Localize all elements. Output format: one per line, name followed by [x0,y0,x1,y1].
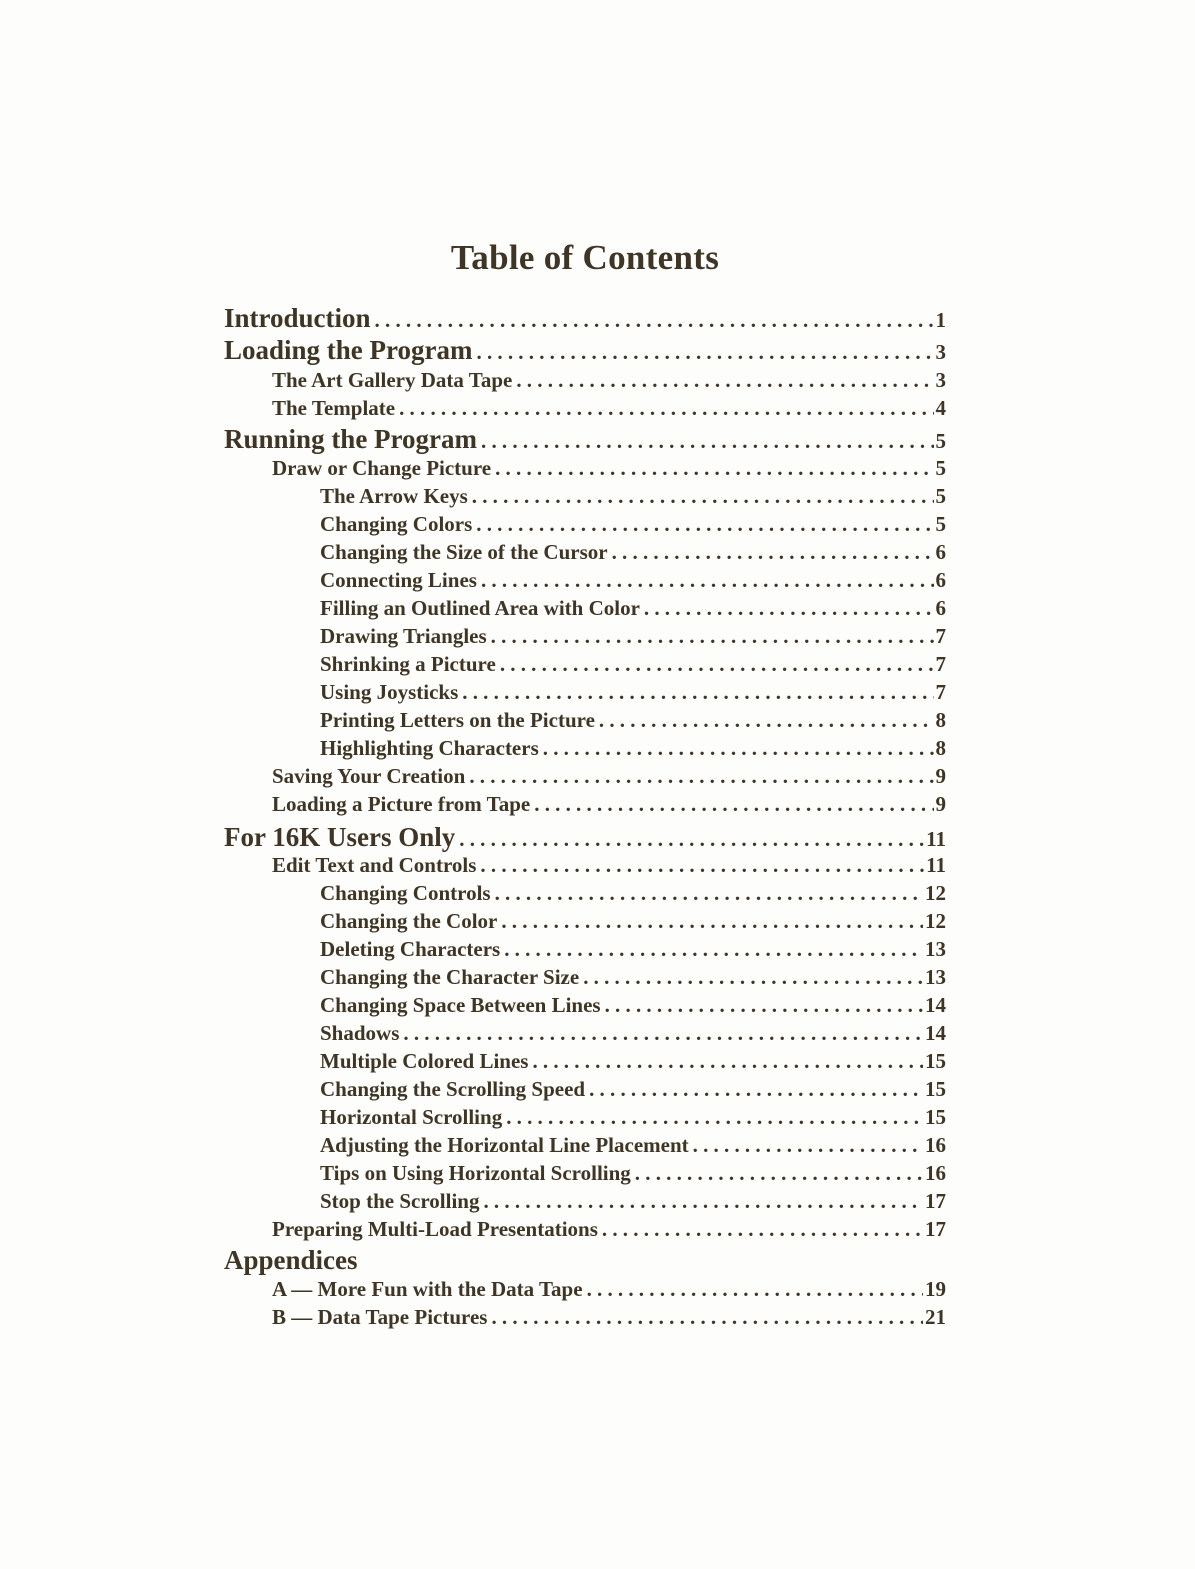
toc-entry-connecting-lines [320,568,946,593]
dot-leader [583,965,923,990]
toc-heading-appendices: Appendices [224,1245,358,1275]
dot-leader [459,827,924,852]
dot-leader [589,1077,923,1102]
toc-page-number: 12 [925,881,946,905]
toc-entry-label: The Art Gallery Data Tape [272,368,513,392]
dot-leader [480,853,924,878]
toc-entry-label: Changing the Color [320,909,498,933]
toc-entry-changing-the-color [320,909,946,934]
toc-entry-label: Shrinking a Picture [320,652,496,676]
toc-entry-introduction [224,303,946,334]
toc-entry-label: The Arrow Keys [320,484,468,508]
dot-leader [543,736,934,761]
toc-entry-label: Preparing Multi-Load Presentations [272,1217,598,1241]
toc-entry-shrinking-a-picture [320,652,946,677]
toc-entry-label: A — More Fun with the Data Tape [272,1277,583,1301]
dot-leader [491,1305,923,1330]
toc-entry-draw-or-change-picture [272,456,946,481]
toc-page-number: 7 [935,624,946,648]
dot-leader [602,1217,923,1242]
toc-entry-label: For 16K Users Only [224,822,456,852]
dot-leader [504,937,923,962]
toc-entry-label: Loading the Program [224,335,473,365]
dot-leader [462,680,933,705]
toc-entry-for-16k-users-only [224,822,946,853]
dot-leader [693,1133,923,1158]
toc-page-number: 3 [935,368,946,392]
toc-page-number: 13 [925,937,946,961]
toc-page-number: 3 [935,340,946,364]
toc-entry-changing-cursor-size [320,540,946,565]
toc-page-number: 5 [935,512,946,536]
toc-entry-the-template [272,396,946,421]
toc-entry-label: Loading a Picture from Tape [272,792,531,816]
toc-entry-highlighting-characters [320,736,946,761]
toc-page-number: 8 [935,736,946,760]
toc-entry-label: Connecting Lines [320,568,477,592]
toc-entry-label: Edit Text and Controls [272,853,477,877]
toc-page-number: 6 [935,568,946,592]
toc-entry-changing-controls [320,881,946,906]
toc-entry-label: Deleting Characters [320,937,501,961]
toc-entry-filling-outlined-area [320,596,946,621]
toc-entry-changing-colors [320,512,946,537]
dot-leader [644,596,934,621]
dot-leader [481,568,934,593]
dot-leader [612,540,934,565]
toc-page-number: 15 [925,1049,946,1073]
toc-entry-label: Changing the Character Size [320,965,580,989]
toc-page-number: 19 [925,1277,946,1301]
toc-entry-appendix-b [272,1305,946,1330]
toc-entry-label: Highlighting Characters [320,736,539,760]
toc-page-number: 14 [925,993,946,1017]
dot-leader [500,652,934,677]
toc-entry-label: Changing Space Between Lines [320,993,601,1017]
toc-page-number: 16 [925,1161,946,1185]
dot-leader [599,708,934,733]
toc-page-number: 6 [935,596,946,620]
toc-page-number: 14 [925,1021,946,1045]
toc-entry-changing-scrolling-speed [320,1077,946,1102]
dot-leader [532,1049,923,1074]
dot-leader [495,881,923,906]
toc-entry-stop-the-scrolling [320,1189,946,1214]
dot-leader [491,624,934,649]
toc-entry-loading-the-program [224,335,946,366]
toc-page-number: 4 [935,396,946,420]
toc-entry-multiple-colored-lines [320,1049,946,1074]
toc-page-number: 1 [935,308,946,332]
toc-entry-label: Using Joysticks [320,680,459,704]
toc-entry-tips-horizontal-scrolling [320,1161,946,1186]
toc-page-number: 16 [925,1133,946,1157]
dot-leader [399,396,933,421]
toc-entry-label: B — Data Tape Pictures [272,1305,488,1329]
dot-leader [481,429,933,454]
dot-leader [516,368,933,393]
toc-entry-loading-picture-from-tape [272,792,946,817]
toc-entry-art-gallery-data-tape [272,368,946,393]
dot-leader [534,792,933,817]
toc-page-number: 11 [926,853,946,877]
dot-leader [477,340,934,365]
toc-entry-label: Drawing Triangles [320,624,487,648]
dot-leader [501,909,923,934]
toc-page-number: 13 [925,965,946,989]
toc-entry-label: Tips on Using Horizontal Scrolling [320,1161,631,1185]
toc-entry-edit-text-and-controls [272,853,946,878]
page-title: Table of Contents [450,238,720,277]
toc-page-number: 8 [935,708,946,732]
toc-page-number: 9 [935,792,946,816]
toc-entry-drawing-triangles [320,624,946,649]
toc-entry-changing-character-size [320,965,946,990]
toc-page-number: 11 [926,827,946,851]
toc-page-number: 17 [925,1217,946,1241]
toc-entry-label: Changing the Scrolling Speed [320,1077,586,1101]
toc-page-number: 5 [935,484,946,508]
toc-entry-label: Changing the Size of the Cursor [320,540,608,564]
toc-page-number: 6 [935,540,946,564]
toc-page-number: 21 [925,1305,946,1329]
toc-entry-label: Changing Colors [320,512,473,536]
toc-entry-multi-load-presentations [272,1217,946,1242]
toc-entry-horizontal-scrolling [320,1105,946,1130]
toc-page-number: 7 [935,652,946,676]
toc-page-number: 7 [935,680,946,704]
dot-leader [483,1189,923,1214]
dot-leader [587,1277,923,1302]
toc-entry-deleting-characters [320,937,946,962]
dot-leader [472,484,934,509]
dot-leader [375,308,934,333]
toc-entry-label: Filling an Outlined Area with Color [320,596,640,620]
toc-entry-saving-your-creation [272,764,946,789]
toc-entry-label: Changing Controls [320,881,491,905]
dot-leader [605,993,923,1018]
toc-entry-label: Running the Program [224,424,478,454]
toc-page-number: 15 [925,1077,946,1101]
toc-entry-changing-space-between-lines [320,993,946,1018]
toc-entry-the-arrow-keys [320,484,946,509]
toc-page-number: 5 [935,429,946,453]
toc-page-number: 17 [925,1189,946,1213]
toc-entry-label: Horizontal Scrolling [320,1105,503,1129]
toc-entry-printing-letters [320,708,946,733]
toc-entry-shadows [320,1021,946,1046]
toc-entry-label: Stop the Scrolling [320,1189,480,1213]
toc-entry-label: Introduction [224,303,371,333]
toc-entry-appendix-a [272,1277,946,1302]
dot-leader [403,1021,923,1046]
toc-entry-label: Saving Your Creation [272,764,466,788]
toc-page-number: 12 [925,909,946,933]
dot-leader [469,764,933,789]
dot-leader [476,512,933,537]
dot-leader [635,1161,923,1186]
toc-entry-label: Draw or Change Picture [272,456,492,480]
toc-page-number: 9 [935,764,946,788]
toc-entry-running-the-program [224,424,946,455]
toc-page-number: 5 [935,456,946,480]
toc-entry-label: Multiple Colored Lines [320,1049,529,1073]
dot-leader [495,456,933,481]
toc-entry-label: Printing Letters on the Picture [320,708,595,732]
toc-entry-adjusting-horizontal-line-placement [320,1133,946,1158]
toc-entry-label: Shadows [320,1021,400,1045]
toc-entry-label: The Template [272,396,396,420]
toc-entry-using-joysticks [320,680,946,705]
toc-page-number: 15 [925,1105,946,1129]
dot-leader [506,1105,923,1130]
toc-entry-label: Adjusting the Horizontal Line Placement [320,1133,689,1157]
